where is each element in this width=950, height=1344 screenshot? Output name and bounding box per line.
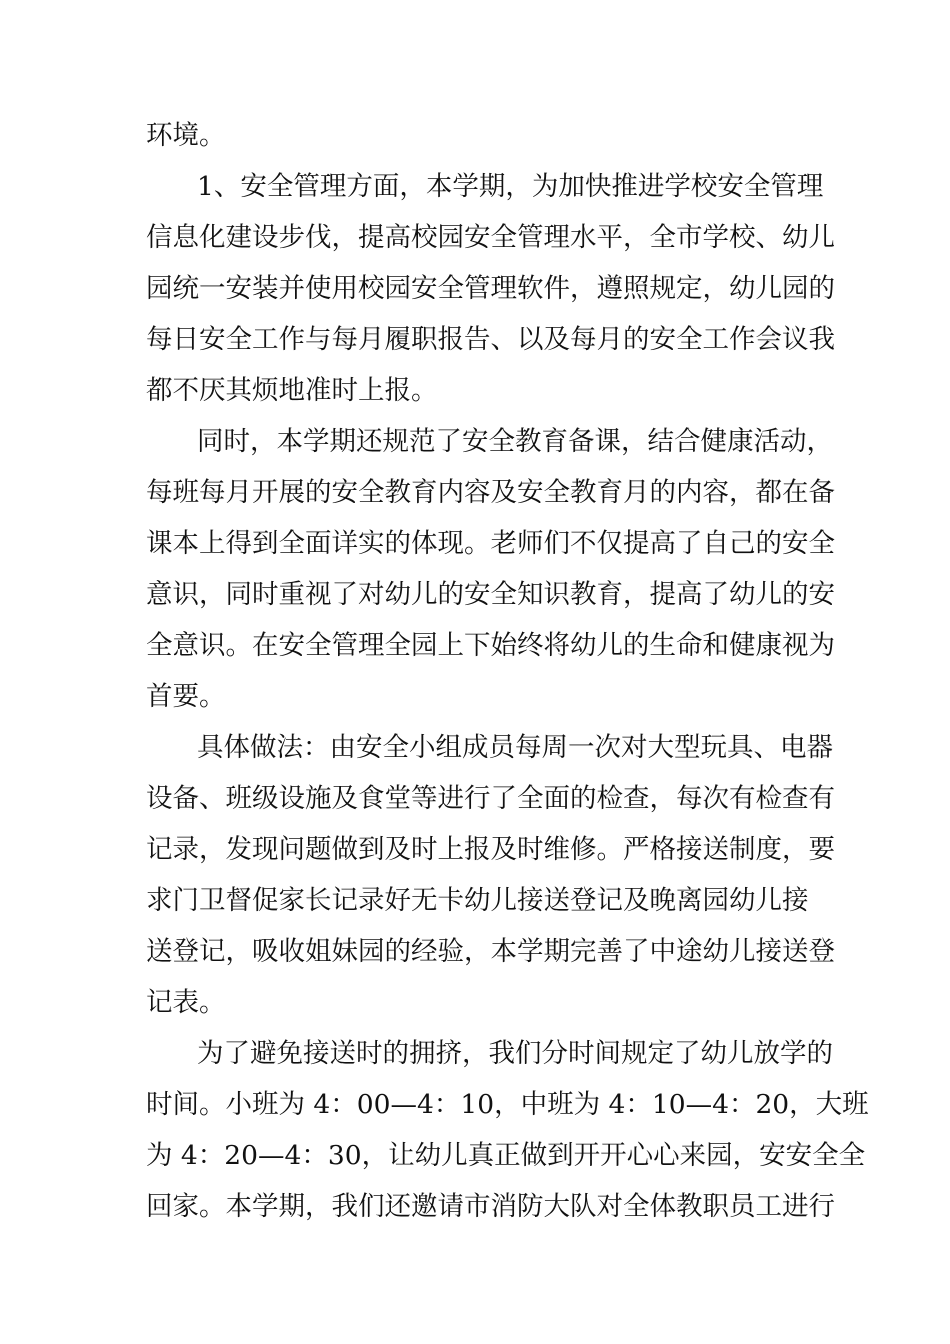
- text-line: 意识，同时重视了对幼儿的安全知识教育，提高了幼儿的安: [146, 579, 835, 610]
- text-line: 记表。: [146, 987, 226, 1018]
- text-line: 求门卫督促家长记录好无卡幼儿接送登记及晚离园幼儿接: [146, 885, 809, 916]
- text-line: 全意识。在安全管理全园上下始终将幼儿的生命和健康视为: [146, 630, 835, 661]
- text-line: 为了避免接送时的拥挤，我们分时间规定了幼儿放学的: [197, 1038, 833, 1069]
- text-line: 首要。: [146, 681, 226, 712]
- text-line: 园统一安装并使用校园安全管理软件，遵照规定，幼儿园的: [146, 273, 835, 304]
- text-line: 同时，本学期还规范了安全教育备课，结合健康活动，: [197, 426, 833, 457]
- text-line: 设备、班级设施及食堂等进行了全面的检查，每次有检查有: [146, 783, 835, 814]
- text-line: 每日安全工作与每月履职报告、以及每月的安全工作会议我: [146, 324, 835, 355]
- text-line: 课本上得到全面详实的体现。老师们不仅提高了自己的安全: [146, 528, 835, 559]
- text-line: 回家。本学期，我们还邀请市消防大队对全体教职员工进行: [146, 1191, 835, 1222]
- body-text: [146, 110, 869, 1232]
- text-line: 都不厌其烦地准时上报。: [146, 375, 438, 406]
- text-line: 记录，发现问题做到及时上报及时维修。严格接送制度，要: [146, 834, 835, 865]
- text-line: 信息化建设步伐，提高校园安全管理水平，全市学校、幼儿: [146, 222, 835, 253]
- text-line: 具体做法：由安全小组成员每周一次对大型玩具、电器: [197, 732, 833, 763]
- text-line: 送登记，吸收姐妹园的经验，本学期完善了中途幼儿接送登: [146, 936, 835, 967]
- text-line: 为 4：20—4：30，让幼儿真正做到开开心心来园，安安全全: [146, 1140, 866, 1171]
- text-line: 1、安全管理方面，本学期，为加快推进学校安全管理: [197, 171, 824, 202]
- text-line: 环境。: [146, 120, 226, 151]
- text-line: 每班每月开展的安全教育内容及安全教育月的内容，都在备: [146, 477, 835, 508]
- text-line: 时间。小班为 4：00—4：10，中班为 4：10—4：20，大班: [146, 1089, 869, 1120]
